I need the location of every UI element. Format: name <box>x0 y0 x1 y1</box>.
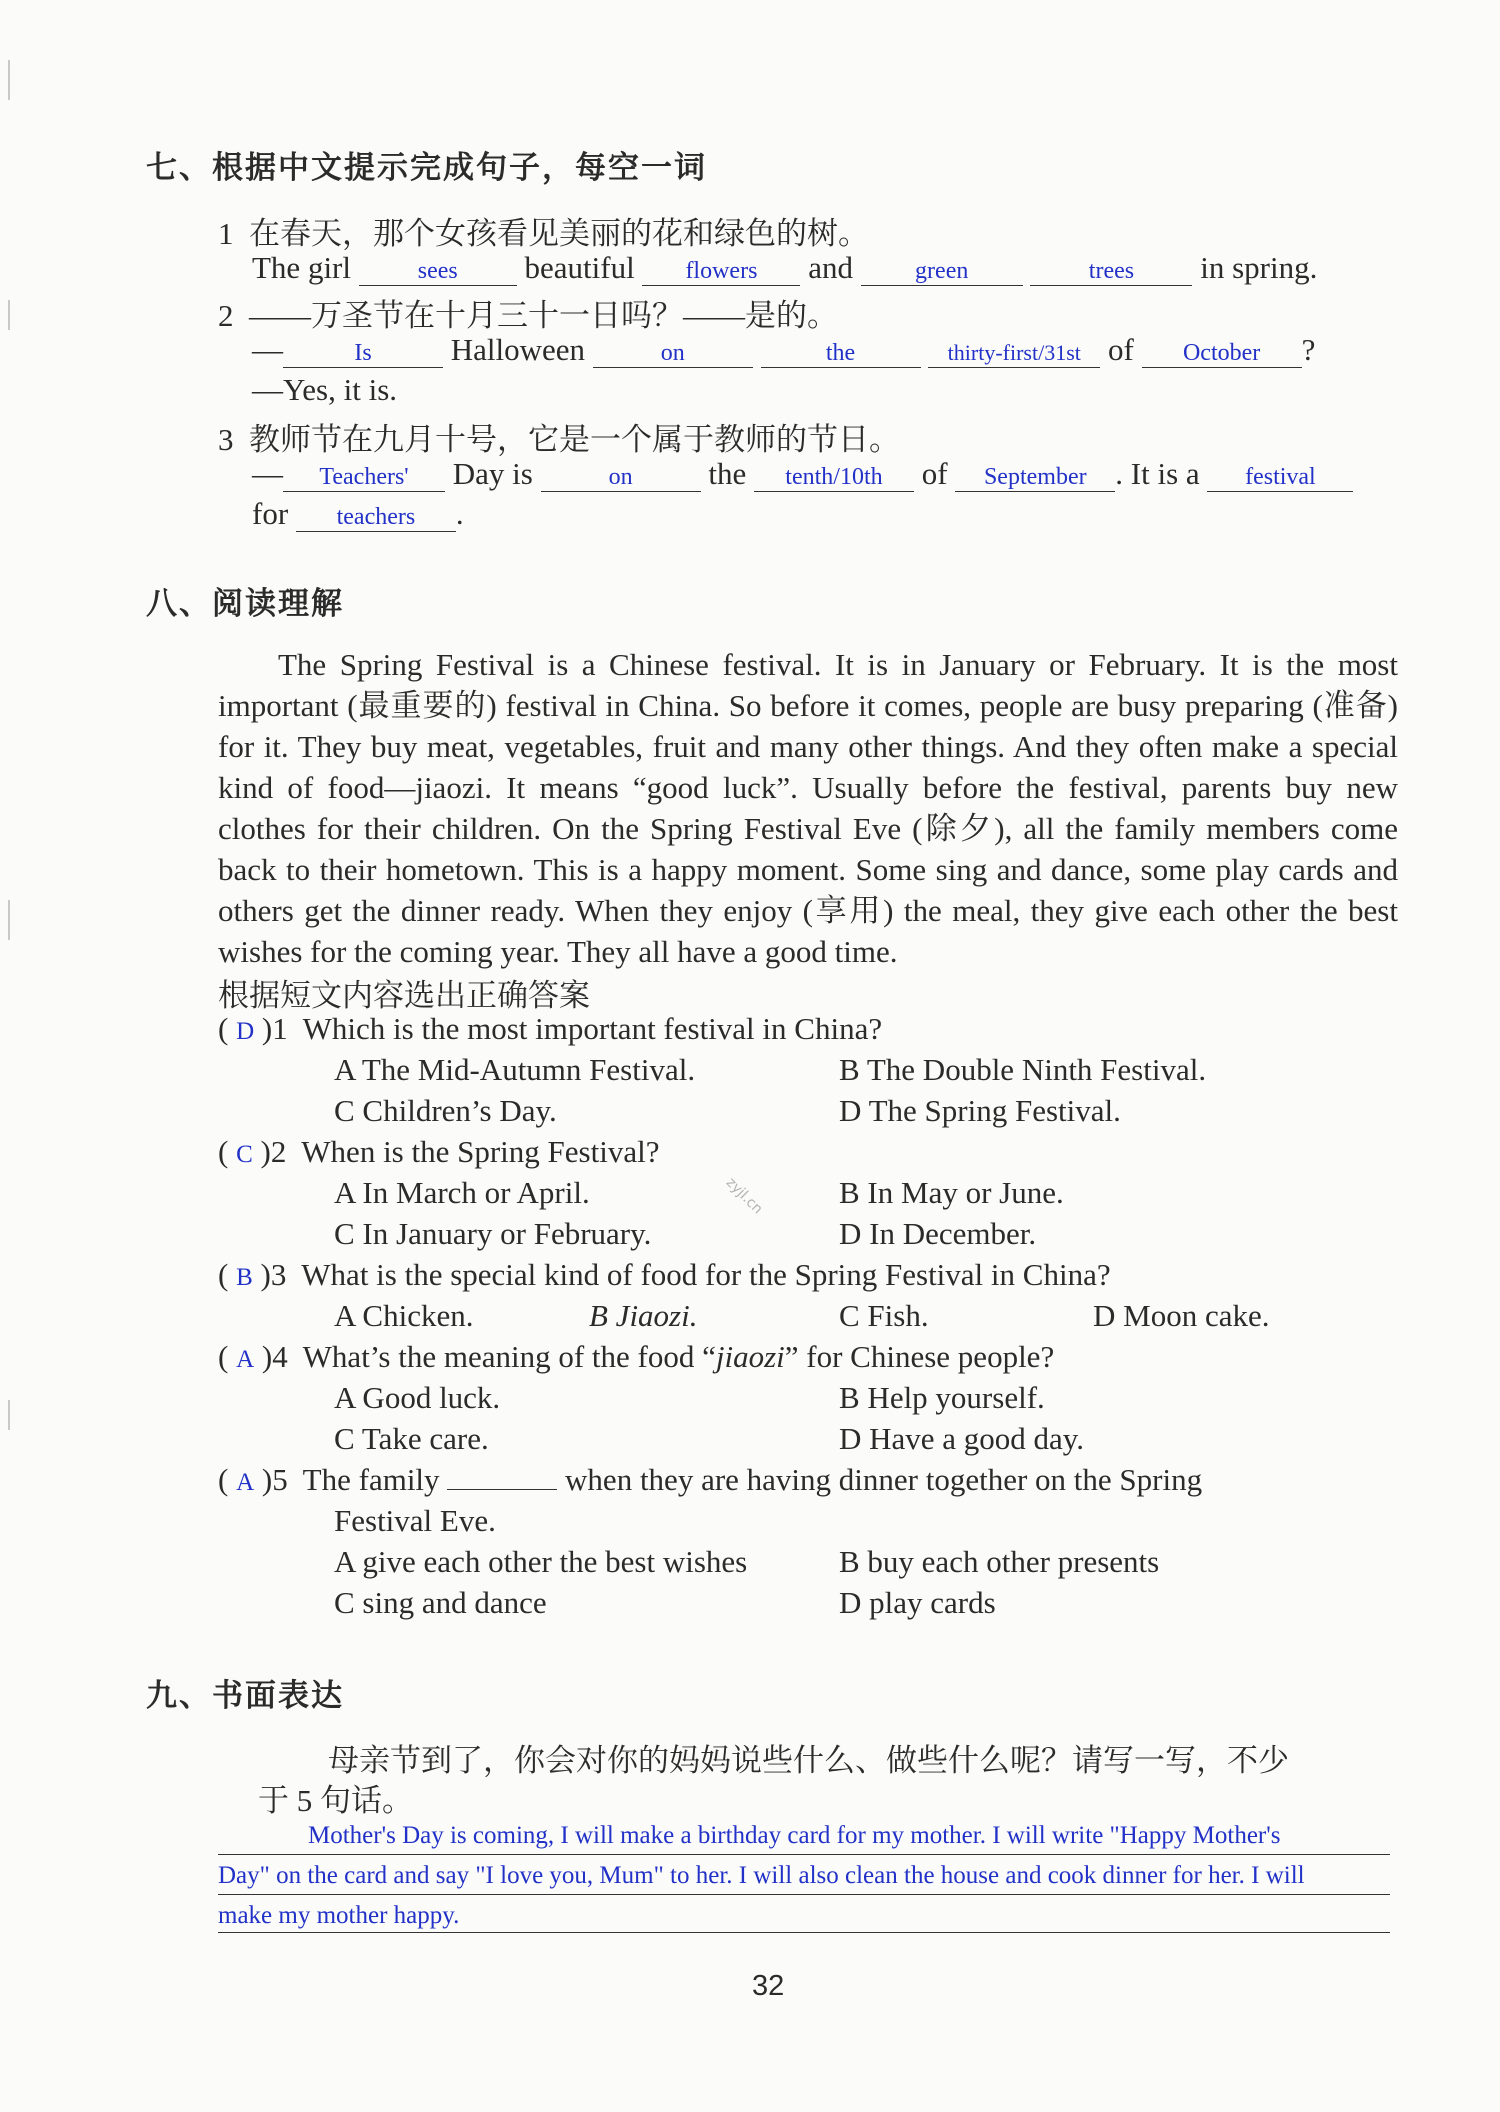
q3-blank-6: teachers <box>296 503 456 532</box>
option: C sing and dance <box>334 1585 547 1620</box>
page-edge-mark <box>8 300 10 330</box>
mc-question-4: ( A )4 What’s the meaning of the food “jiaozi” for Chinese people? <box>218 1339 1055 1374</box>
q2-blank-5: October <box>1142 339 1302 368</box>
reading-instruction: 根据短文内容选出正确答案 <box>218 978 590 1013</box>
option: A The Mid-Autumn Festival. <box>334 1052 696 1087</box>
q3-blank-2: on <box>541 463 701 492</box>
mc-question-1: ( D )1 Which is the most important festival in China? <box>218 1011 883 1046</box>
answer-3: B <box>236 1264 253 1291</box>
q3-blank-5: festival <box>1207 463 1353 492</box>
q1-blank-2: flowers <box>642 257 800 286</box>
q1-blank-3: green <box>861 257 1023 286</box>
option: A Good luck. <box>334 1380 501 1415</box>
q3-sentence: — Teachers' Day is on the tenth/10th of September . It is a festival <box>252 456 1353 492</box>
writing-rule <box>218 1932 1390 1933</box>
q2-reply: —Yes, it is. <box>252 372 398 407</box>
option: D In December. <box>839 1216 1037 1251</box>
q1-blank-1: sees <box>359 257 517 286</box>
q5-blank <box>447 1463 557 1490</box>
section-9-heading: 九、书面表达 <box>146 1678 344 1714</box>
page-edge-mark <box>8 1400 10 1430</box>
q1-blank-4: trees <box>1030 257 1192 286</box>
option: C Take care. <box>334 1421 489 1456</box>
q2-blank-4: thirty-first/31st <box>928 339 1100 368</box>
q2-blank-3: the <box>761 339 921 368</box>
option: D Moon cake. <box>1093 1298 1270 1333</box>
section-8-heading: 八、阅读理解 <box>146 586 344 622</box>
q1-sentence: The girl sees beautiful flowers and green trees in spring. <box>252 250 1318 285</box>
mc-question-3: ( B )3 What is the special kind of food for the Spring Festival in China? <box>218 1257 1111 1292</box>
watermark: zyjl.cn <box>722 1174 766 1218</box>
option: A give each other the best wishes <box>334 1544 748 1579</box>
writing-prompt: 母亲节到了，你会对你的妈妈说些什么、做些什么呢？请写一写，不少 <box>328 1743 1289 1778</box>
option: C Fish. <box>839 1298 929 1333</box>
mc-question-2: ( C )2 When is the Spring Festival? <box>218 1134 660 1169</box>
q2-blank-1: Is <box>283 339 443 368</box>
answer-5: A <box>236 1469 255 1496</box>
option: A In March or April. <box>334 1175 590 1210</box>
section-7-heading: 七、根据中文提示完成句子，每空一词 <box>146 150 707 186</box>
q3-blank-3: tenth/10th <box>754 463 914 492</box>
page-edge-mark <box>8 60 10 100</box>
writing-rule <box>218 1854 1390 1855</box>
q3-sentence-cont: for teachers . <box>252 496 464 531</box>
writing-rule <box>218 1894 1390 1895</box>
mc-question-5: ( A )5 The family when they are having dinner together on the Spring <box>218 1462 1203 1497</box>
option: B buy each other presents <box>839 1544 1160 1579</box>
q2-sentence: — Is Halloween on the thirty-first/31st of October ? <box>252 332 1316 367</box>
option: B In May or June. <box>839 1175 1064 1210</box>
option: D Have a good day. <box>839 1421 1085 1456</box>
page-number: 32 <box>752 1970 785 2002</box>
reading-passage: The Spring Festival is a Chinese festival. It is in January or February. It is the most important (最重要的) festival in China. So before it comes, people are busy preparing (准备) for it. They buy meat, vegetables, fruit and many other things. And they often make a special kind of food—jiaozi. It means “good luck”. Usually before the festival, parents buy new clothes for their children. On the Spring Festival Eve (除夕), all the family members come back to their hometown. This is a happy moment. Some sing and dance, some play cards and others get the dinner ready. When they enjoy (享用) the meal, they give each other the best wishes for the coming year. They all have a good time. <box>218 647 1398 969</box>
option: B Jiaozi. <box>589 1298 698 1333</box>
option: D The Spring Festival. <box>839 1093 1121 1128</box>
writing-prompt-cont: 于 5 句话。 <box>258 1783 413 1818</box>
option: D play cards <box>839 1585 996 1620</box>
writing-line-3: make my mother happy. <box>218 1902 460 1929</box>
writing-line-2: Day" on the card and say "I love you, Mum" to her. I will also clean the house and cook dinner for her. I will <box>218 1862 1305 1889</box>
answer-2: C <box>236 1141 253 1168</box>
q3-chinese: 3 教师节在九月十号，它是一个属于教师的节日。 <box>218 422 900 457</box>
page-edge-mark <box>8 900 10 940</box>
option: C In January or February. <box>334 1216 652 1251</box>
q3-blank-1: Teachers' <box>283 463 445 492</box>
q1-chinese: 1 在春天，那个女孩看见美丽的花和绿色的树。 <box>218 216 869 251</box>
q2-blank-2: on <box>593 339 753 368</box>
option: A Chicken. <box>334 1298 474 1333</box>
q2-chinese: 2 ——万圣节在十月三十一日吗？——是的。 <box>218 298 838 333</box>
answer-4: A <box>236 1346 255 1373</box>
answer-1: D <box>236 1018 255 1045</box>
option: C Children’s Day. <box>334 1093 557 1128</box>
writing-line-1: Mother's Day is coming, I will make a birthday card for my mother. I will write "Happy Mother's <box>308 1822 1281 1849</box>
q3-blank-4: September <box>955 463 1115 492</box>
option: B Help yourself. <box>839 1380 1045 1415</box>
mc-question-5-cont: Festival Eve. <box>334 1503 496 1538</box>
option: B The Double Ninth Festival. <box>839 1052 1207 1087</box>
